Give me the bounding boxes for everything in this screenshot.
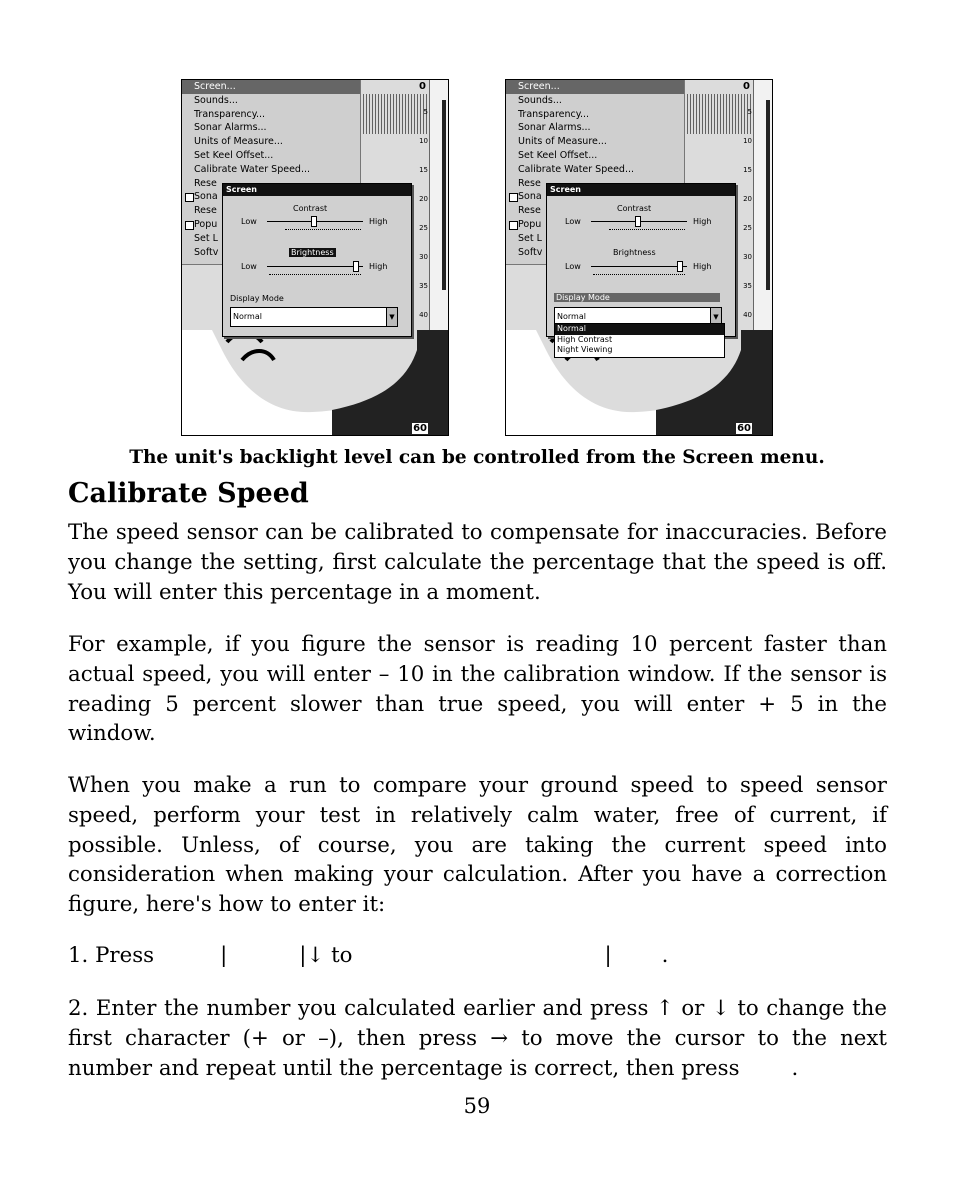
menu-item-label: Screen... <box>518 81 560 92</box>
brightness-slider[interactable] <box>267 266 363 267</box>
chevron-down-icon[interactable]: ▼ <box>386 308 397 326</box>
option-high-contrast[interactable]: High Contrast <box>557 334 613 344</box>
display-mode-select[interactable] <box>230 307 398 327</box>
menu-item-label: Rese <box>518 177 541 189</box>
dialog-title: Screen <box>547 184 735 196</box>
menu-item-label: Sona <box>518 191 542 203</box>
contrast-ticks <box>285 229 361 231</box>
checkbox[interactable] <box>509 193 518 202</box>
contrast-label: Contrast <box>617 204 652 213</box>
menu-item-label: Calibrate Water Speed... <box>194 163 311 175</box>
checkbox[interactable] <box>185 221 194 230</box>
contrast-low-label: Low <box>241 217 257 226</box>
depth-top-label: 0 <box>743 81 750 92</box>
depth-tick-label: 15 <box>743 166 752 174</box>
menu-item-label: Sonar Alarms... <box>194 122 267 134</box>
depth-tick-label: 40 <box>419 311 428 319</box>
display-mode-label: Display Mode <box>230 294 284 303</box>
display-mode-options <box>554 323 725 358</box>
dialog-title: Screen <box>223 184 411 196</box>
depth-tick-label: 20 <box>419 195 428 203</box>
depth-tick-label: 15 <box>419 166 428 174</box>
contrast-high-label: High <box>693 217 712 226</box>
menu-item[interactable] <box>506 80 684 94</box>
menu-item[interactable] <box>182 121 360 135</box>
step-1 <box>68 941 887 971</box>
separator: | <box>220 943 228 968</box>
depth-tick-label: 25 <box>419 224 428 232</box>
depth-bottom-label: 60 <box>737 423 751 434</box>
contrast-low-label: Low <box>565 217 581 226</box>
depth-top-label: 0 <box>419 81 426 92</box>
brightness-ticks <box>269 274 361 276</box>
depth-tick-label: 20 <box>743 195 752 203</box>
brightness-low-label: Low <box>241 262 257 271</box>
menu-item-label: Units of Measure... <box>194 136 283 148</box>
brightness-high-label: High <box>693 262 712 271</box>
depth-tick-label: 10 <box>743 137 752 145</box>
display-mode-value: Normal <box>233 312 262 321</box>
menu-item[interactable] <box>182 80 360 94</box>
menu-item-label: Sounds... <box>194 94 238 106</box>
menu-item-label: Softv <box>518 246 543 258</box>
screen-menu-screenshot-right <box>505 79 773 436</box>
menu-item-label: Transparency... <box>518 108 590 120</box>
screen-dialog <box>222 183 412 337</box>
screen-dialog <box>546 183 736 337</box>
contrast-slider-thumb[interactable] <box>311 216 317 227</box>
page-number: 59 <box>463 1094 491 1118</box>
brightness-label: Brightness <box>291 248 334 257</box>
paragraph-intro: The speed sensor can be calibrated to compensate for inaccuracies. Before you change the setting, first calculate the percentage that the speed is off. You will enter this percentage in a moment. <box>68 520 887 605</box>
menu-item-label: Rese <box>518 205 541 217</box>
step-1-text-to: to <box>331 943 353 968</box>
figure-caption: The unit's backlight level can be controlled from the Screen menu. <box>129 447 825 468</box>
screen-menu-screenshot-left <box>181 79 449 436</box>
menu-item[interactable] <box>182 108 360 122</box>
depth-tick-label: 35 <box>743 282 752 290</box>
menu-item-label: Set Keel Offset... <box>194 149 274 161</box>
depth-tick-label: 10 <box>419 137 428 145</box>
step-2-text-c: to move the cursor to the next number and repeat until the percentage is correct, then press <box>68 1025 887 1081</box>
menu-item[interactable] <box>182 94 360 108</box>
display-mode-label: Display Mode <box>554 293 720 302</box>
menu-item-label: Set L <box>518 232 542 244</box>
chevron-down-icon[interactable]: ▼ <box>710 308 721 326</box>
menu-item-label: Screen... <box>194 81 236 92</box>
brightness-ticks <box>593 274 685 276</box>
contrast-label: Contrast <box>293 204 328 213</box>
menu-item-label: Transparency... <box>194 108 266 120</box>
down-arrow-icon: ↓ <box>711 996 730 1021</box>
depth-tick-label: 30 <box>743 253 752 261</box>
display-mode-value: Normal <box>557 312 586 321</box>
depth-tick-label: 40 <box>743 311 752 319</box>
menu-item-label: Set L <box>194 232 218 244</box>
menu-item-label: Set Keel Offset... <box>518 149 598 161</box>
option-normal[interactable]: Normal <box>555 324 724 335</box>
contrast-high-label: High <box>369 217 388 226</box>
checkbox[interactable] <box>509 221 518 230</box>
menu-item[interactable] <box>506 121 684 135</box>
menu-item[interactable] <box>506 163 684 177</box>
brightness-label: Brightness <box>613 248 656 257</box>
paragraph-example: For example, if you figure the sensor is reading 10 percent faster than actual speed, you will enter – 10 in the calibration window. If the sensor is reading 5 percent slower than true speed, you will enter + 5 in the window. <box>68 632 887 747</box>
right-arrow-icon: → <box>490 1025 509 1051</box>
depth-tick-label: 30 <box>419 253 428 261</box>
menu-item-label: Softv <box>194 246 219 258</box>
menu-item[interactable] <box>506 108 684 122</box>
contrast-slider-thumb[interactable] <box>635 216 641 227</box>
brightness-slider-thumb[interactable] <box>677 261 683 272</box>
checkbox[interactable] <box>185 193 194 202</box>
up-arrow-icon: ↑ <box>655 996 674 1021</box>
step-1-text: 1. Press <box>68 943 155 968</box>
section-heading: Calibrate Speed <box>68 478 309 509</box>
brightness-slider[interactable] <box>591 266 687 267</box>
menu-item-label: Units of Measure... <box>518 136 607 148</box>
step-2-text-b: to change the first character (+ or –), then press <box>68 996 887 1051</box>
menu-item-label: Sonar Alarms... <box>518 122 591 134</box>
menu-item[interactable] <box>506 94 684 108</box>
separator: | <box>604 943 612 968</box>
option-night-viewing[interactable]: Night Viewing <box>557 345 613 354</box>
depth-tick-label: 5 <box>423 108 428 116</box>
menu-item-label: Rese <box>194 177 217 189</box>
contrast-ticks <box>609 229 685 231</box>
menu-item[interactable] <box>182 149 360 163</box>
brightness-slider-thumb[interactable] <box>353 261 359 272</box>
menu-item[interactable] <box>182 163 360 177</box>
down-arrow-icon: ↓ <box>306 943 325 968</box>
menu-item[interactable] <box>506 149 684 163</box>
menu-item-label: Rese <box>194 205 217 217</box>
depth-tick-label: 35 <box>419 282 428 290</box>
period: . <box>661 943 669 968</box>
period: . <box>791 1055 799 1081</box>
menu-item[interactable] <box>506 135 684 149</box>
menu-item-label: Calibrate Water Speed... <box>518 163 635 175</box>
step-2-or: or <box>681 996 705 1021</box>
menu-item-label: Sona <box>194 191 218 203</box>
menu-item-label: Popu <box>518 218 542 230</box>
separator: | <box>299 943 307 968</box>
menu-item-label: Sounds... <box>518 94 562 106</box>
brightness-low-label: Low <box>565 262 581 271</box>
menu-item-label: Popu <box>194 218 218 230</box>
step-2-text: 2. Enter the number you calculated earlier and press <box>68 996 649 1021</box>
depth-bottom-label: 60 <box>413 423 427 434</box>
depth-tick-label: 25 <box>743 224 752 232</box>
step-2 <box>68 994 887 1083</box>
sonar-bottom-graphic <box>182 330 448 436</box>
brightness-high-label: High <box>369 262 388 271</box>
paragraph-test-run: When you make a run to compare your ground speed to speed sensor speed, perform your test in relatively calm water, free of current, if possible. Unless, of course, you are taking the current speed into consideration when making your calculation. After you have a correction figure, here's how to enter it: <box>68 773 887 918</box>
depth-tick-label: 5 <box>747 108 752 116</box>
menu-item[interactable] <box>182 135 360 149</box>
